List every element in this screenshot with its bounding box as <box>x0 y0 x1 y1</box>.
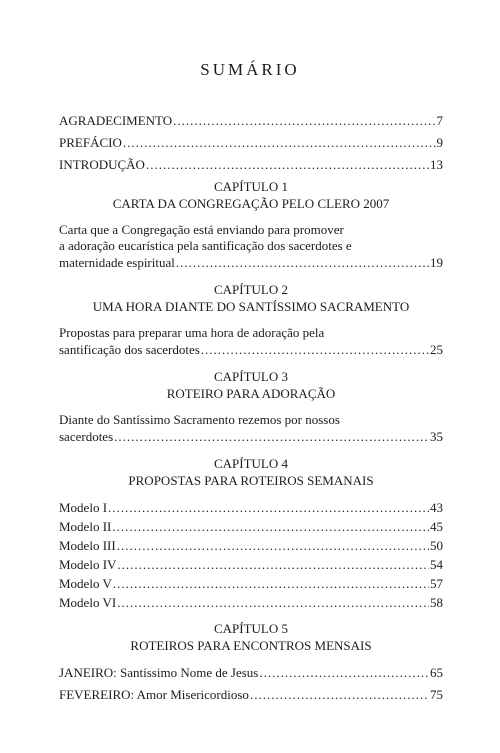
entry-description-line: a adoração eucarística pela santificação dos sacerdotes e <box>59 238 352 253</box>
toc-entry-label: Modelo I <box>59 500 108 515</box>
toc-page-number: 25 <box>430 342 443 357</box>
toc-page-number: 13 <box>430 157 443 172</box>
chapter-title: CARTA DA CONGREGAÇÃO PELO CLERO 2007 <box>112 196 390 211</box>
toc-entry-month <box>59 664 443 681</box>
chapter-heading: CAPÍTULO 2 <box>213 282 289 297</box>
toc-entry-model <box>59 537 443 554</box>
toc-entry-label: Modelo III <box>59 538 116 553</box>
toc-entry-label: Modelo II <box>59 519 112 534</box>
chapter-heading: CAPÍTULO 5 <box>213 621 289 636</box>
toc-entry-model <box>59 575 443 592</box>
toc-entry-model <box>59 594 443 611</box>
dot-leader <box>114 428 429 445</box>
toc-entry-label: Modelo IV <box>59 557 117 572</box>
toc-page-number: 43 <box>430 500 443 515</box>
chapter-heading: CAPÍTULO 4 <box>213 456 289 471</box>
toc-entry-chapter-3 <box>59 412 443 445</box>
toc-page-number: 7 <box>436 113 443 128</box>
toc-page-number: 65 <box>430 665 443 680</box>
toc-entry-label: JANEIRO: Santíssimo Nome de Jesus <box>59 665 259 680</box>
chapter-title: UMA HORA DIANTE DO SANTÍSSIMO SACRAMENTO <box>92 299 410 314</box>
entry-description-line: santificação dos sacerdotes <box>59 342 200 357</box>
page-title: SUMÁRIO <box>200 60 300 79</box>
dot-leader <box>117 556 429 573</box>
model-list <box>59 499 443 611</box>
toc-page-number: 19 <box>430 255 443 270</box>
table-of-contents <box>59 112 443 708</box>
toc-page-number: 50 <box>430 538 443 553</box>
toc-entry-chapter-2 <box>59 325 443 358</box>
dot-leader <box>146 156 429 173</box>
toc-entry-model <box>59 499 443 516</box>
chapter-heading: CAPÍTULO 1 <box>213 179 289 194</box>
toc-entry-introducao <box>59 156 443 173</box>
entry-description-line: maternidade espiritual <box>59 255 175 270</box>
toc-entry-month <box>59 686 443 703</box>
toc-entry-model <box>59 556 443 573</box>
toc-entry-label: INTRODUÇÃO <box>59 157 145 172</box>
toc-page-number: 57 <box>430 576 443 591</box>
chapter-title: PROPOSTAS PARA ROTEIROS SEMANAIS <box>128 473 374 488</box>
entry-description-line: Propostas para preparar uma hora de adoração pela <box>59 325 325 340</box>
dot-leader <box>112 518 429 535</box>
toc-page-number: 54 <box>430 557 443 572</box>
chapter-title: ROTEIROS PARA ENCONTROS MENSAIS <box>130 638 372 653</box>
toc-entry-model <box>59 518 443 535</box>
toc-page-number: 75 <box>430 687 443 702</box>
toc-entry-agradecimento <box>59 112 443 129</box>
entry-description-line: Diante do Santíssimo Sacramento rezemos por nossos <box>59 412 340 427</box>
chapter-heading: CAPÍTULO 3 <box>213 369 289 384</box>
dot-leader <box>201 341 429 358</box>
entry-description-line: sacerdotes <box>59 429 114 444</box>
dot-leader <box>250 686 429 703</box>
toc-entry-label: FEVEREIRO: Amor Misericordioso <box>59 687 249 702</box>
toc-page-number: 58 <box>430 595 443 610</box>
dot-leader <box>259 664 429 681</box>
chapter-title: ROTEIRO PARA ADORAÇÃO <box>166 386 336 401</box>
dot-leader <box>117 594 429 611</box>
toc-page-number: 35 <box>430 429 443 444</box>
toc-entry-label: PREFÁCIO <box>59 135 122 150</box>
dot-leader <box>117 537 429 554</box>
dot-leader <box>113 575 429 592</box>
toc-entry-label: AGRADECIMENTO <box>59 113 173 128</box>
toc-entry-chapter-1 <box>59 222 443 271</box>
dot-leader <box>123 134 436 151</box>
dot-leader <box>173 112 435 129</box>
toc-page-number: 45 <box>430 519 443 534</box>
toc-page-number: 9 <box>436 135 443 150</box>
dot-leader <box>108 499 429 516</box>
toc-entry-label: Modelo V <box>59 576 112 591</box>
toc-entry-label: Modelo VI <box>59 595 117 610</box>
toc-entry-prefacio <box>59 134 443 151</box>
entry-description-line: Carta que a Congregação está enviando para promover <box>59 222 344 237</box>
dot-leader <box>176 254 429 271</box>
